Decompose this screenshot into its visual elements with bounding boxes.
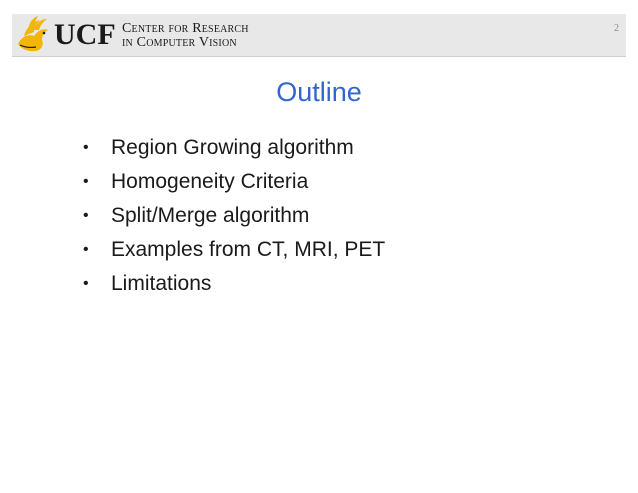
bullet-text: Homogeneity Criteria (111, 170, 309, 193)
bullet-item (78, 134, 385, 168)
center-name-line1: Center for Research (122, 21, 249, 36)
bullet-text: Region Growing algorithm (111, 136, 354, 159)
bullet-dot-icon: • (83, 241, 89, 258)
center-name-line2: in Computer Vision (122, 35, 237, 50)
bullet-text: Limitations (111, 272, 212, 295)
bullet-text: Examples from CT, MRI, PET (111, 238, 386, 261)
bullet-dot-icon: • (83, 207, 89, 224)
bullet-list (78, 134, 385, 304)
ucf-brand-text: UCF (54, 18, 116, 51)
page-number: 2 (614, 23, 619, 34)
bullet-text: Split/Merge algorithm (111, 204, 310, 227)
bullet-item (78, 236, 385, 270)
bullet-dot-icon: • (83, 275, 89, 292)
bullet-item (78, 202, 385, 236)
bullet-item (78, 270, 385, 304)
bullet-dot-icon: • (83, 173, 89, 190)
slide-title: Outline (276, 77, 362, 107)
pegasus-logo-icon (14, 14, 52, 54)
bullet-item (78, 168, 385, 202)
bullet-dot-icon: • (83, 139, 89, 156)
